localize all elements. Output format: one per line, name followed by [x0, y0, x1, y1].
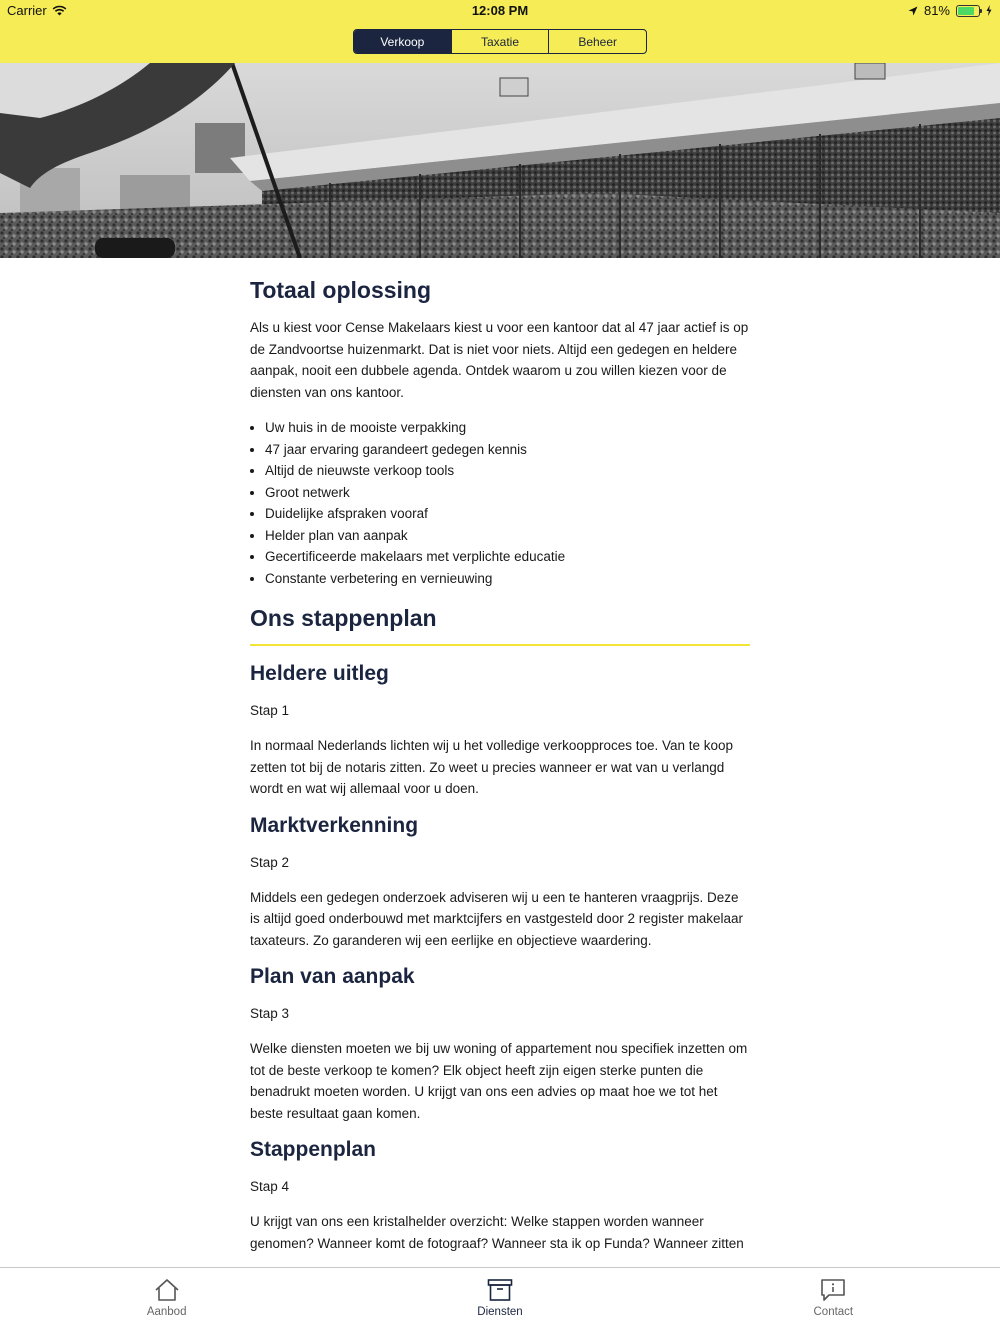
- battery-percent: 81%: [923, 3, 950, 18]
- tab-label: Contact: [813, 1306, 854, 1318]
- tab-contact[interactable]: [667, 1268, 1000, 1334]
- step-label: Stap 1: [250, 703, 290, 718]
- step-text: In normaal Nederlands lichten wij u het volledige verkoopproces toe. Van te koop zetten tot bij de notaris zitten. Zo weet u precies wanneer er wat van u verlangd wordt en wat wij allemaal voor u doen.: [250, 738, 734, 796]
- step-title: Heldere uitleg: [250, 662, 389, 685]
- list-item: • Uw huis in de mooiste verpakking: [265, 417, 750, 439]
- list-item: • Groot netwerk: [265, 482, 750, 504]
- step-label: Stap 3: [250, 1006, 290, 1021]
- step-2: [250, 814, 750, 952]
- clock: 12:08 PM: [471, 3, 529, 18]
- step-label: Stap 2: [250, 854, 290, 870]
- step-text: Middels een gedegen onderzoek adviseren wij u een te hanteren vraagprijs. Deze is altijd goed onderbouwd met marktcijfers en vastgesteld door 2 register makelaar taxateurs. Zo garanderen wij een eerlijke en objectieve waardering.: [250, 889, 743, 948]
- step-text: U krijgt van ons een kristalhelder overzicht: Welke stappen worden wanneer genomen? Wanneer komt de fotograaf? Wanneer sta ik op Funda? Wanneer zitten: [250, 1214, 744, 1251]
- list-item: • Gecertificeerde makelaars met verplichte educatie: [265, 546, 750, 568]
- carrier-label: Carrier: [7, 3, 47, 18]
- feature-list: [250, 417, 750, 589]
- intro-text: Als u kiest voor Cense Makelaars kiest u voor een kantoor dat al 47 jaar actief is op de Zandvoortse huizenmarkt. Dat is niet voor niets. Altijd een gedegen en heldere aanpak, nooit een dubbele agenda. Ontdek waarom u zou willen kiezen voor de diensten van ons kantoor.: [250, 320, 749, 400]
- charging-bolt-icon: [986, 5, 992, 16]
- list-item: • 47 jaar ervaring garandeert gedegen kennis: [265, 439, 750, 461]
- battery-icon: [956, 5, 980, 17]
- top-header: [0, 0, 1000, 63]
- tab-bar: [0, 1267, 1000, 1334]
- step-4: [250, 1138, 750, 1254]
- intro-title: Totaal oplossing: [250, 277, 432, 303]
- tab-diensten[interactable]: [333, 1268, 666, 1334]
- segmented-control: [353, 29, 647, 54]
- house-icon: [154, 1278, 180, 1302]
- list-item: • Helder plan van aanpak: [265, 525, 750, 547]
- main-content: [250, 258, 750, 1268]
- step-title: Marktverkenning: [250, 813, 419, 837]
- list-item: • Duidelijke afspraken vooraf: [265, 503, 750, 525]
- tab-label: Diensten: [477, 1306, 523, 1318]
- tab-aanbod[interactable]: [0, 1268, 333, 1334]
- step-1: [250, 662, 750, 800]
- list-item: • Altijd de nieuwste verkoop tools: [265, 460, 750, 482]
- list-item: • Constante verbetering en vernieuwing: [265, 568, 750, 590]
- hero-image: [0, 63, 1000, 258]
- plan-title: Ons stappenplan: [250, 605, 437, 631]
- step-title: Stappenplan: [250, 1138, 377, 1161]
- location-arrow-icon: [908, 6, 918, 16]
- status-bar: [0, 0, 1000, 22]
- segment-beheer[interactable]: Beheer: [578, 34, 618, 49]
- segment-taxatie[interactable]: Taxatie: [452, 30, 550, 53]
- step-text: Welke diensten moeten we bij uw woning of appartement nou specifiek inzetten om tot de beste verkoop te komen? Elk object heeft zijn eigen sterke punten die benadrukt moeten worden. U krijgt van ons een advies op maat hoe we tot het beste resultaat gaan komen.: [250, 1041, 748, 1121]
- archive-box-icon: [487, 1278, 513, 1302]
- segment-verkoop[interactable]: Verkoop: [354, 30, 452, 53]
- tab-label: Aanbod: [146, 1306, 187, 1318]
- step-title: Plan van aanpak: [250, 965, 415, 988]
- step-3: [250, 965, 750, 1124]
- yellow-divider: [250, 644, 750, 646]
- step-label: Stap 4: [250, 1179, 290, 1194]
- status-right: [908, 3, 992, 18]
- info-bubble-icon: [820, 1278, 846, 1302]
